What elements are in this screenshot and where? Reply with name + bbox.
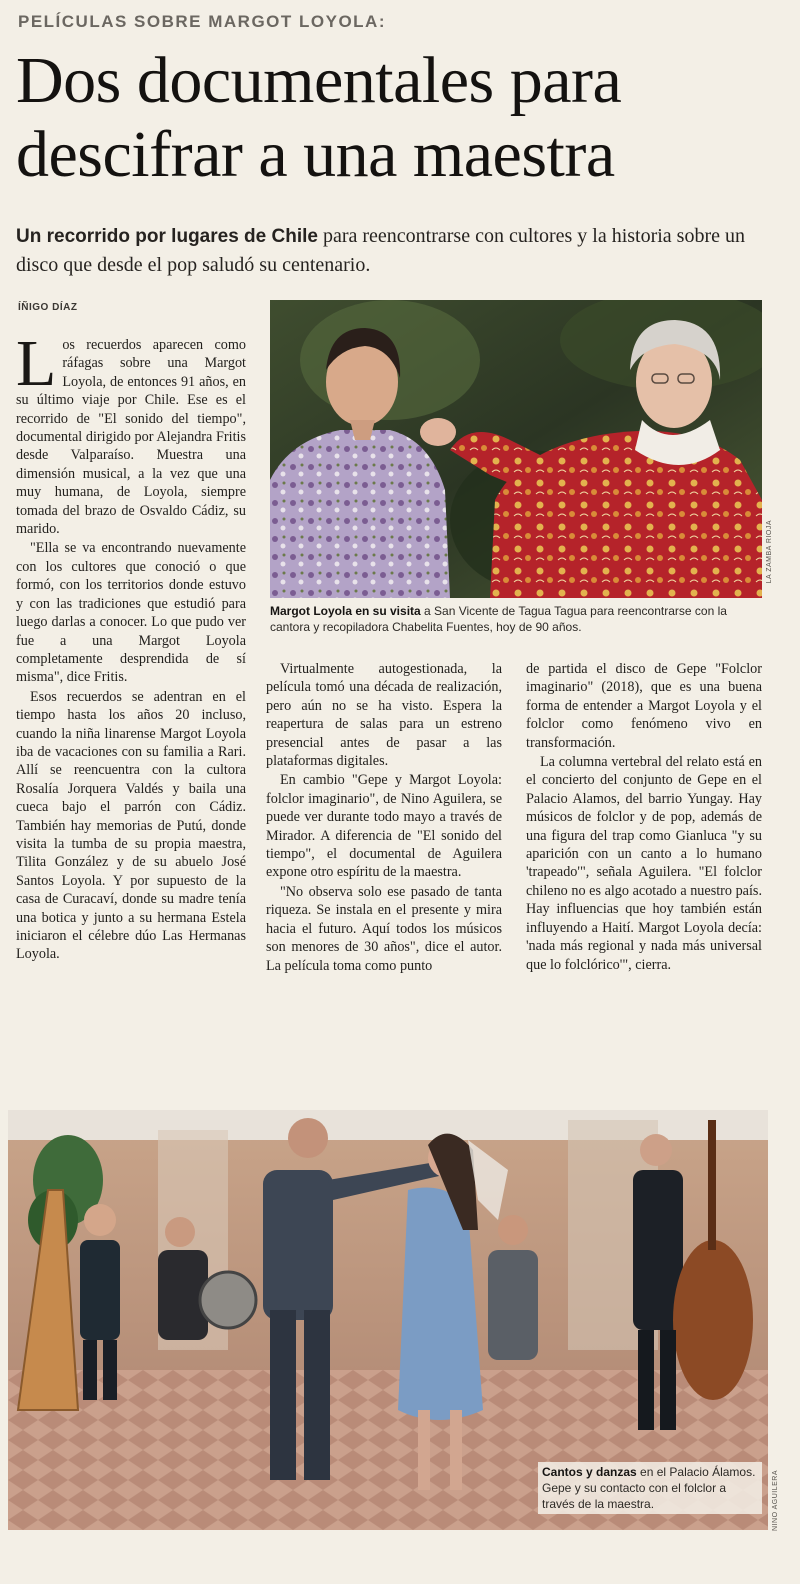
paragraph: Virtualmente autogestionada, la película tomó una década de realización, pero aún no se ha visto. Espera la reapertura de salas para un estreno presencial antes de pasar a las plataformas digitales. [266, 661, 502, 770]
paragraph: "Ella se va encontrando nuevamente con los cultores que conoció o que formó, con los territorios donde estuvo y con las tradiciones que estudió para luego darlas a conocer. Lo que pudo ver fue a una Margot Loyola completamente desprendida de sí misma", dice Fritis. [16, 540, 246, 686]
deck-rest: para reencontrarse con cultores y la historia sobre un disco que desde el pop saludó su centenario. [16, 225, 746, 276]
caption-rest: en el Palacio Álamos. Gepe y su contacto con el folclor a través de la maestra. [542, 1465, 756, 1511]
photo-credit: NINO AGUILERA [772, 1470, 779, 1531]
paragraph-text: os recuerdos aparecen como ráfagas sobre una Margot Loyola, de entonces 91 años, en su último viaje por Chile. Ese es el recorrido de "El sonido del tiempo", documental dirigido por Alejandra Fritis desde Valparaíso. Muestra una dimensión musical, a la vez que una muy humana, de Loyola, siempre tomada del brazo de Osvaldo Cádiz, su marido. [16, 337, 246, 538]
paragraph: Esos recuerdos se adentran en el tiempo hasta los años 20 incluso, cuando la niña linarense Margot Loyola iba de vacaciones con su familia a Rari. Allí se reencuentra con la cultora Rosalía Jorquera Valdés y baila una cueca bajo el parrón con Cádiz. También hay memorias de Putú, donde visita la tumba de su propia maestra, Tilita González y de su abuelo José Santos Loyola. Y por supuesto de la casa de Curacaví, donde su madre tenía una botica y junto a su hermana Estela iniciaron el célebre dúo Las Hermanas Loyola. [16, 688, 246, 963]
paragraph: de partida el disco de Gepe "Folclor imaginario" (2018), que es una buena forma de entender a Margot Loyola y el folclor como fenómeno vivo en transformación. [526, 661, 762, 751]
drop-cap: L [16, 327, 57, 400]
article-column-1 [16, 327, 246, 965]
byline: ÍÑIGO DÍAZ [18, 302, 78, 313]
photo-caption [538, 1462, 762, 1514]
photo-caption [270, 603, 762, 635]
kicker: PELÍCULAS SOBRE MARGOT LOYOLA: [18, 12, 386, 31]
paragraph: "No observa solo ese pasado de tanta riqueza. Se instala en el presente y mira hacia el futuro. Aquí todos los músicos son menores de 30 años", dice el autor. La película toma como punto [266, 883, 502, 974]
paragraph: La columna vertebral del relato está en el concierto del conjunto de Gepe en el Palacio Alamos, del barrio Yungay. Hay músicos de folclor y de pop, además de una figura del trap como Gianluca "y su aparición con un canto a lo humano 'trapeado'", señala Aguilera. "El folclor chileno no es algo acotado a nuestro país. Hay influencias que hoy también están influyendo a Haití. Margot Loyola decía: 'nada más regional y nada más universal que lo folclórico'", cierra. [526, 754, 762, 973]
headline: Dos documentales para descifrar a una maestra [16, 44, 622, 191]
photo-credit: LA ZAMBA RIOJA [766, 520, 773, 584]
photo-illustration [270, 300, 762, 598]
paragraph [16, 327, 246, 538]
caption-lead: Margot Loyola en su visita [270, 604, 421, 618]
caption-lead: Cantos y danzas [542, 1465, 637, 1479]
article-column-3 [526, 660, 762, 975]
photo-margot-loyola-visit [270, 300, 762, 598]
paragraph: En cambio "Gepe y Margot Loyola: folclor imaginario", de Nino Aguilera, se puede ver durante todo mayo a través de Mirador. A diferencia de "El sonido del tiempo", el documental de Aguilera expone otro espíritu de la maestra. [266, 772, 502, 881]
deck-lead: Un recorrido por lugares de Chile [16, 226, 318, 247]
deck [16, 222, 786, 279]
caption-rest: a San Vicente de Tagua Tagua para reencontrarse con la cantora y recopiladora Chabelita Fuentes, hoy de 90 años. [270, 604, 727, 634]
article-column-2 [266, 660, 502, 976]
